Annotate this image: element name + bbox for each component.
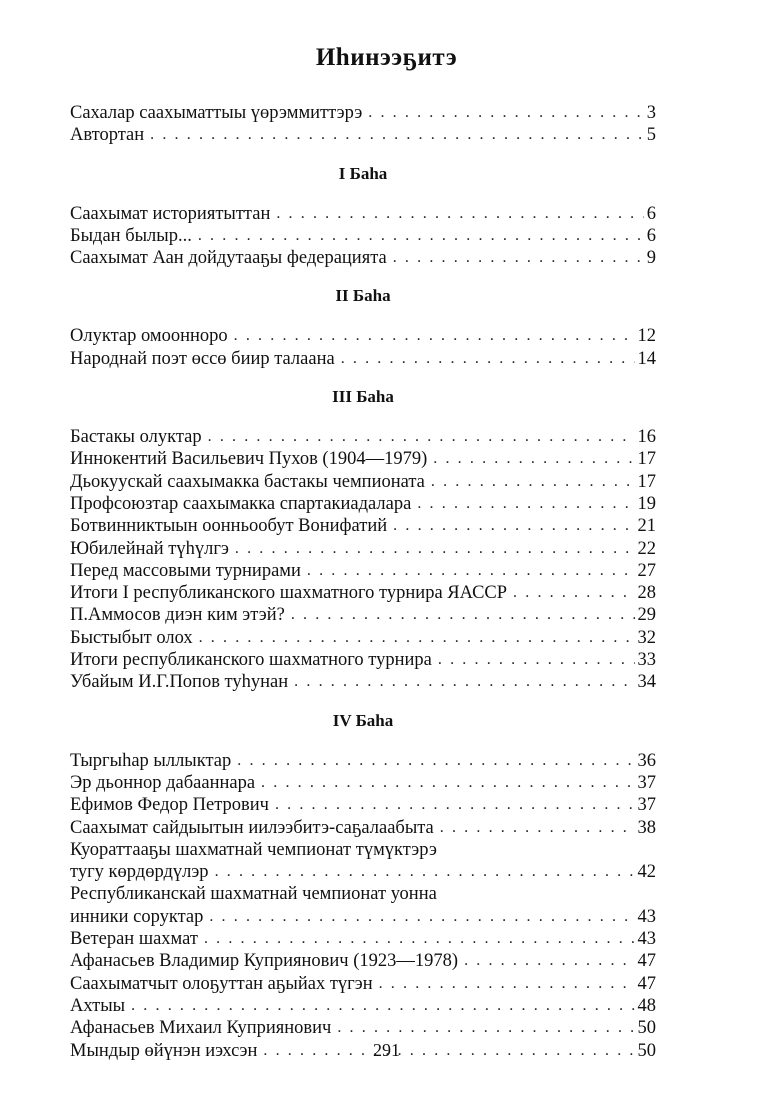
toc-entry-title: Саахыматчыт олоҕуттан аҕыйах түгэн: [70, 973, 373, 994]
toc-entry-title: Олуктар омоонноро: [70, 326, 228, 347]
toc-entry-page: 37: [637, 772, 656, 793]
toc-entry-title: Итоги I республиканского шахматного турнира ЯАССР: [70, 583, 508, 604]
toc-entry[interactable]: [70, 582, 656, 604]
toc-entry-title: Ветеран шахмат: [70, 929, 198, 950]
toc-entry[interactable]: [70, 247, 656, 269]
toc-entry-title: Юбилейнай түһүлгэ: [70, 538, 229, 559]
toc-entry-page: 12: [637, 326, 656, 347]
toc-entry[interactable]: [70, 604, 656, 626]
toc-entry-title: Народнай поэт өссө биир талаана: [70, 348, 335, 369]
dot-leader: [215, 861, 635, 883]
dot-leader: [341, 348, 635, 370]
dot-leader: [393, 515, 634, 537]
toc-entry-page: 50: [637, 1040, 656, 1061]
toc-entry[interactable]: [70, 560, 656, 582]
toc-entry-page: 17: [637, 471, 656, 492]
toc-entry-title: Иннокентий Васильевич Пухов (1904—1979): [70, 449, 428, 470]
toc-entry-title: Профсоюзтар саахымакка спартакиадалара: [70, 493, 412, 514]
section-heading: IV Баһа: [332, 710, 394, 730]
table-of-contents: [70, 102, 656, 1062]
toc-entry-page: 42: [637, 862, 656, 883]
toc-entry[interactable]: [70, 649, 656, 671]
dot-leader: [294, 671, 634, 693]
toc-entry-page: 14: [637, 348, 656, 369]
dot-leader: [276, 203, 643, 225]
toc-entry[interactable]: [70, 471, 656, 493]
dot-leader: [431, 471, 635, 493]
dot-leader: [438, 649, 635, 671]
toc-entry[interactable]: [70, 995, 656, 1017]
toc-entry-title-line: Республиканскай шахматнай чемпионат уонна: [70, 884, 437, 905]
toc-entry-page: 6: [646, 203, 656, 224]
dot-leader: [440, 817, 635, 839]
page-title: Иһинээҕитэ: [315, 44, 458, 71]
toc-entry-page: 6: [646, 225, 656, 246]
dot-leader: [307, 560, 635, 582]
toc-entry[interactable]: [70, 1017, 656, 1039]
toc-entry-page: 9: [646, 248, 656, 269]
toc-entry-title: Саахымат Аан дойдутааҕы федерацията: [70, 248, 387, 269]
toc-entry-title: инники соруктар: [70, 906, 204, 927]
toc-entry-title: Автортан: [70, 125, 145, 146]
toc-entry[interactable]: [70, 883, 656, 928]
toc-entry-title: Итоги республиканского шахматного турнира: [70, 650, 432, 671]
toc-entry-page: 28: [637, 583, 656, 604]
toc-entry-page: 43: [637, 929, 656, 950]
dot-leader: [275, 794, 635, 816]
toc-entry[interactable]: [70, 538, 656, 560]
toc-entry-page: 36: [637, 750, 656, 771]
toc-entry-title: Афанасьев Владимир Куприянович (1923—1978): [70, 951, 459, 972]
toc-entry-page: 16: [637, 427, 656, 448]
toc-entry-page: 21: [637, 516, 656, 537]
toc-entry-page: 19: [637, 493, 656, 514]
toc-entry[interactable]: [70, 493, 656, 515]
toc-entry-page: 47: [637, 973, 656, 994]
toc-entry-page: 47: [637, 951, 656, 972]
dot-leader: [198, 225, 644, 247]
toc-entry-page: 33: [637, 650, 656, 671]
toc-entry-title-line: Куораттааҕы шахматнай чемпионат түмүктэрэ: [70, 839, 437, 860]
dot-leader: [337, 1017, 634, 1039]
toc-entry-page: 50: [637, 1018, 656, 1039]
toc-entry-title: Сахалар саахыматтыы үөрэммиттэрэ: [70, 103, 363, 123]
toc-entry-page: 22: [637, 538, 656, 559]
dot-leader: [417, 493, 634, 515]
toc-entry-title: П.Аммосов диэн ким этэй?: [70, 605, 285, 626]
toc-entry-title: Быстыбыт олох: [70, 627, 193, 648]
toc-entry-title: Эр дьоннор дабааннара: [70, 772, 256, 793]
toc-entry-page: 29: [637, 605, 656, 626]
toc-entry[interactable]: [70, 124, 656, 146]
dot-leader: [208, 426, 635, 448]
dot-leader: [433, 448, 634, 470]
toc-entry[interactable]: [70, 203, 656, 225]
dot-leader: [237, 750, 634, 772]
dot-leader: [131, 995, 634, 1017]
dot-leader: [464, 950, 634, 972]
toc-entry[interactable]: [70, 325, 656, 347]
toc-entry-page: 48: [637, 995, 656, 1016]
toc-entry-title: Перед массовыми турнирами: [70, 560, 301, 581]
dot-leader: [235, 538, 635, 560]
toc-entry[interactable]: [70, 348, 656, 370]
toc-entry[interactable]: [70, 794, 656, 816]
dot-leader: [368, 102, 643, 124]
toc-entry-title: тугу көрдөрдүлэр: [70, 862, 209, 883]
dot-leader: [204, 928, 635, 950]
toc-entry[interactable]: [70, 950, 656, 972]
dot-leader: [261, 772, 634, 794]
dot-leader: [393, 247, 644, 269]
dot-leader: [513, 582, 634, 604]
toc-entry-page: 3: [646, 103, 656, 123]
toc-entry[interactable]: [70, 515, 656, 537]
dot-leader: [234, 325, 635, 347]
page-number: 291: [373, 1040, 400, 1060]
toc-entry-title: Тыргыһар ыллыктар: [70, 750, 232, 771]
toc-entry[interactable]: [70, 448, 656, 470]
toc-entry-page: 5: [646, 125, 656, 146]
toc-entry-page: 34: [637, 672, 656, 693]
toc-entry[interactable]: [70, 839, 656, 884]
toc-entry-page: 38: [637, 817, 656, 838]
dot-leader: [291, 604, 635, 626]
toc-entry-title: Убайым И.Г.Попов туһунан: [70, 672, 289, 693]
dot-leader: [209, 906, 634, 928]
toc-entry-page: 43: [637, 906, 656, 927]
toc-entry-title: Мындыр өйүнэн иэхсэн: [70, 1040, 258, 1061]
toc-entry[interactable]: [70, 426, 656, 448]
toc-entry-page: 37: [637, 795, 656, 816]
toc-entry[interactable]: [70, 973, 656, 995]
toc-entry[interactable]: [70, 671, 656, 693]
toc-entry-page: 32: [637, 627, 656, 648]
toc-entry-title: Бастакы олуктар: [70, 427, 202, 448]
toc-entry[interactable]: [70, 102, 656, 124]
toc-entry-title: Афанасьев Михаил Куприянович: [70, 1018, 332, 1039]
toc-entry[interactable]: [70, 225, 656, 247]
toc-entry[interactable]: [70, 928, 656, 950]
toc-entry-title: Саахымат сайдыытын иилээбитэ-саҕалаабыта: [70, 817, 434, 838]
dot-leader: [379, 973, 635, 995]
toc-entry[interactable]: [70, 817, 656, 839]
toc-entry[interactable]: [70, 750, 656, 772]
toc-entry-title: Саахымат историятыттан: [70, 203, 271, 224]
toc-entry-title: Ахтыы: [70, 995, 126, 1016]
toc-entry-title: Быдан былыр...: [70, 225, 192, 246]
section-heading: I Баһа: [338, 163, 388, 183]
toc-entry-title: Ефимов Федор Петрович: [70, 795, 269, 816]
section-heading: II Баһа: [335, 286, 391, 306]
dot-leader: [150, 124, 644, 146]
toc-entry[interactable]: [70, 772, 656, 794]
dot-leader: [199, 627, 635, 649]
section-heading: III Баһа: [332, 387, 394, 407]
toc-entry-page: 27: [637, 560, 656, 581]
toc-entry-page: 17: [637, 449, 656, 470]
toc-entry[interactable]: [70, 627, 656, 649]
toc-entry-title: Дьокуускай саахымакка бастакы чемпионата: [70, 471, 425, 492]
toc-entry-title: Ботвинниктыын оонньообут Вонифатий: [70, 516, 388, 537]
